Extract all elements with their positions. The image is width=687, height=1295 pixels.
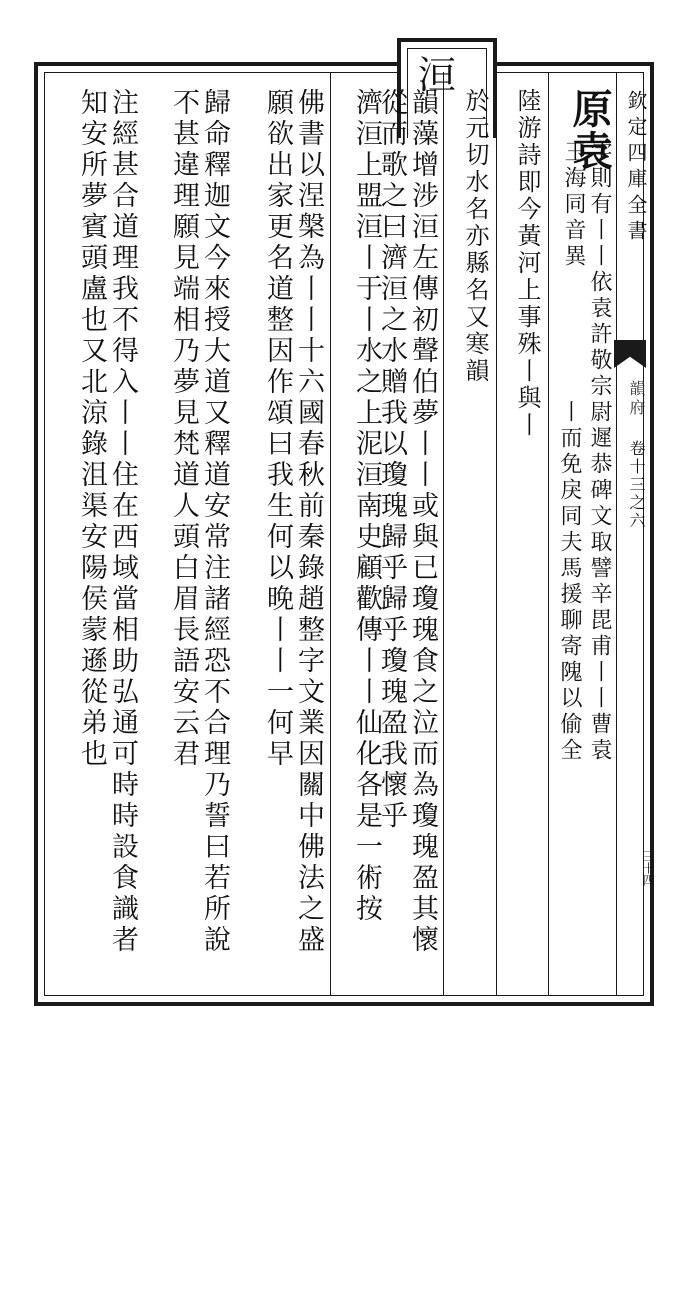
column-divider [548, 72, 549, 996]
text-column-5: 濟洹上盟洹丨于丨水之上泥洹南史顧歡傳丨丨仙化各是一術按 [351, 88, 382, 925]
text-column-1-note: 玉海同音異 [561, 140, 586, 270]
volume-label: 卷十三之六 [627, 440, 646, 530]
text-column-1-gloss: 丨而免戾同夫馬援聊寄隗以偷全 [557, 400, 582, 764]
text-column-3: 於元切水名亦縣名又寒韻 [461, 88, 489, 385]
text-column-4: 韻藻增涉洹左傳初聲伯夢丨丨或與已瓊瑰食之泣而為瓊瑰盈其懷從而歌之曰濟洹之水贈我以瓊瑰歸乎歸乎瓊瑰盈我懷乎 [375, 88, 438, 956]
column-divider [496, 72, 497, 996]
book-subtitle: 韻府 [627, 380, 646, 418]
text-column-2: 陸游詩即今黃河上事殊丨與丨 [513, 88, 541, 439]
column-divider [443, 72, 444, 996]
column-divider [330, 72, 331, 996]
book-title: 欽定四庫全書 [624, 90, 648, 246]
heading-character: 洹 [418, 53, 457, 97]
text-column-7: 歸命釋迦文今來授大道又釋道安常注諸經恐不合理乃誓曰若所說不甚違理願見端相乃夢見梵道人頭白眉長語安云君 [167, 88, 230, 956]
page-number: 三十四 [641, 850, 655, 886]
text-column-6: 佛書以涅槃為丨丨十六國春秋前秦錄趙整字文業因關中佛法之盛願欲出家更名道整因作頌曰我生何以晚丨丨一何早 [261, 88, 324, 956]
entry-head: 原袁 [566, 88, 613, 172]
text-column-8: 注經甚合道理我不得入丨丨住在西域當相助弘通可時時設食識者知安所夢賓頭盧也又北涼錄沮渠安陽侯蒙遜從弟也 [75, 88, 138, 956]
text-column-1-body: 字則有丨丨依袁許敬宗尉遲恭碑文取譬辛毘甫丨丨曹袁 [587, 140, 612, 764]
